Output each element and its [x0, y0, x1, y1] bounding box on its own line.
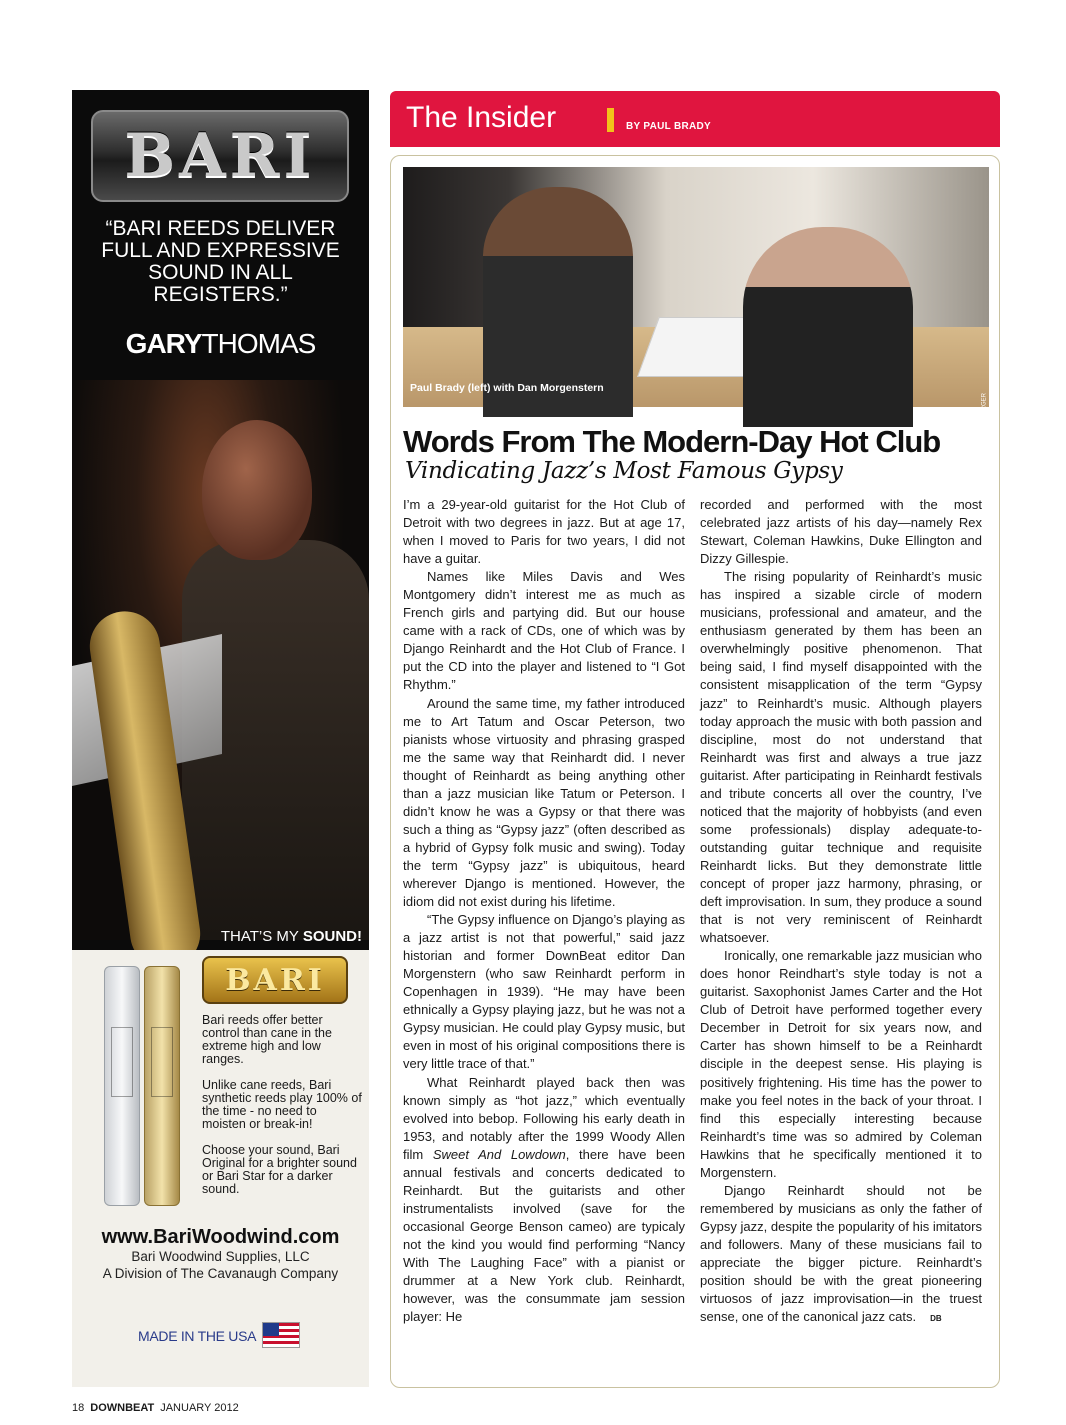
bari-logo — [91, 110, 349, 202]
page-footer — [72, 1402, 239, 1414]
made-in-usa-label: MADE IN THE USA — [138, 1328, 257, 1344]
ad-copy-paragraph: Bari reeds offer better control than cane in the extreme high and low ranges. — [202, 1013, 332, 1066]
film-title: Sweet And Lowdown — [432, 1146, 566, 1162]
article-column-2 — [700, 496, 982, 1328]
bari-advertisement — [72, 90, 369, 1387]
tagline-text: THAT’S MY — [220, 928, 303, 945]
artist-last-name: THOMAS — [201, 328, 316, 359]
paragraph-text: , there have been annual festivals and concerts dedicated to Reinhardt. But the guitarists and other instrumentalists involved (save for the occasional George Benson cameo) are typicaly not the kind you would find performing “Nancy With The Laughing Face” with a pianist or drummer at a New York club. Reinhardt, however, was the consummate jam session player: He — [403, 1146, 685, 1325]
byline: BY PAUL BRADY — [626, 121, 712, 132]
banner-accent-bar — [607, 108, 614, 132]
issue-date: JANUARY 2012 — [160, 1402, 239, 1414]
paragraph-text: Django Reinhardt should not be remembered by musicians as only the father of Gypsy jazz, despite the popularity of his imitators and followers. Many of these musicians fail to appreciate the bigger picture. Reinhardt’s position should be with the great pioneering virtuosos of jazz improvisation—in the truest sense, one of the canonical jazz cats. — [700, 1182, 982, 1325]
ad-quote-line: SOUND IN ALL — [148, 261, 293, 284]
ad-quote-line: FULL AND EXPRESSIVE — [101, 239, 340, 262]
magazine-name: DOWNBEAT — [90, 1402, 155, 1414]
section-banner — [390, 91, 1000, 147]
ad-copy-paragraph: Unlike cane reeds, Bari synthetic reeds play 100% of the time - no need to moisten or break-in! — [202, 1078, 362, 1131]
reed-label — [111, 1027, 133, 1097]
article-column-1 — [403, 496, 685, 1326]
ad-artist-name — [72, 328, 369, 360]
us-flag-icon — [262, 1322, 300, 1348]
photo-credit: ED BERGER — [981, 393, 987, 429]
article-paragraph: Names like Miles Davis and Wes Montgomery didn’t interest me as much as French girls and partying did. But our house came with a rack of CDs, one of which was by Django Reinhardt and the Hot Club of France. I put the CD into the player and listened to “I Got Rhythm.” — [403, 569, 685, 693]
article-headline: Words From The Modern-Day Hot Club — [403, 424, 941, 459]
ad-copy — [202, 1014, 362, 1209]
article-paragraph: “The Gypsy influence on Django’s playing as a jazz artist is not that powerful,” said jazz historian and former DownBeat editor Dan Morgenstern (who saw Reinhardt perform in Copenhagen in 1939). “He may have been ethnically a Gypsy playing jazz, but he was not a Gypsy musician. He could play Gypsy music, but even in most of his original compositions there is very little trace of that.” — [403, 912, 685, 1072]
photo-caption: Paul Brady (left) with Dan Morgenstern — [410, 382, 604, 394]
artist-first-name: GARY — [125, 328, 202, 359]
photo-person-right — [743, 227, 913, 427]
article-paragraph: I’m a 29-year-old guitarist for the Hot Club of Detroit with two degrees in jazz. But at age 17, when I moved to Paris for two years, I did not have a guitar. — [403, 497, 685, 567]
bari-gold-logo-text: BARI — [225, 962, 325, 998]
section-title: The Insider — [406, 101, 557, 134]
ad-website-link[interactable]: www.BariWoodwind.com — [101, 1226, 340, 1248]
bari-gold-logo — [202, 956, 348, 1004]
end-mark: DB — [930, 1314, 942, 1324]
ad-company — [72, 1248, 369, 1282]
tagline-bold: SOUND! — [302, 928, 362, 945]
article-paragraph: The rising popularity of Reinhardt’s music has inspired a sizable circle of modern musicians, professional and amateur, and the enthusiasm generated by them has been an overwhelmingly positive phenomenon. That being said, I find myself disappointed with the consistent misapplication of the term “Gypsy jazz” to Reinhardt’s music. Although players today approach the music with both passion and discipline, most do not understand that Reinhardt was first and always a true jazz guitarist. After participating in Reinhardt festivals and tribute concerts all over the country, I’ve noticed that the majority of hobbyists (and even some professionals) display adequate-to-outstanding guitar technique and requisite Reinhardt licks. But they demonstrate little concept of proper jazz harmony, phrasing, or deft improvisation. In sum, they produce a sound that is not very reminiscent of Reinhardt whatsoever. — [700, 569, 982, 946]
article-paragraph — [700, 1182, 982, 1328]
page-number: 18 — [72, 1402, 85, 1414]
ad-quote-line: REGISTERS.” — [153, 283, 288, 306]
paragraph-text: What Reinhardt played back then was known simply as “hot jazz,” which eventually evolved into bebop. Following his early death in 1953, and notably after the 1999 Woody Allen film — [403, 1074, 685, 1162]
article-photo — [403, 167, 989, 429]
article-paragraph: recorded and performed with the most celebrated jazz artists of his day—namely Rex Stewart, Coleman Hawkins, Duke Ellington and Dizzy Gillespie. — [700, 497, 982, 567]
ad-quote-line: “BARI REEDS DELIVER — [105, 217, 336, 240]
article-deck: Vindicating Jazz’s Most Famous Gypsy — [405, 458, 843, 484]
ad-tagline — [72, 928, 362, 945]
reed-original-image — [104, 966, 140, 1206]
article-paragraph — [403, 1074, 685, 1327]
ad-quote — [92, 218, 349, 306]
company-line: A Division of The Cavanaugh Company — [102, 1266, 339, 1281]
ad-copy-paragraph: Choose your sound, Bari Original for a brighter sound or Bari Star for a darker sound. — [202, 1143, 357, 1196]
saxophonist-head — [202, 420, 312, 560]
reed-star-image — [144, 966, 180, 1206]
article-paragraph: Ironically, one remarkable jazz musician who does honor Reindhart’s style today is not a guitarist. Saxophonist James Carter and the Hot Club of Detroit have performed together every December in Detroit for six years now, and Carter has shown himself to be a Reinhardt disciple in the deepest sense. His playing is positively frightening. His time has the power to make you feel notes in the back of your throat. I find this especially interesting because Reinhardt’s time was so admired by Coleman Hawkins that he specifically mentioned it to Morgenstern. — [700, 948, 982, 1180]
reed-label — [151, 1027, 173, 1097]
bari-logo-text: BARI — [124, 121, 316, 191]
article-paragraph: Around the same time, my father introduced me to Art Tatum and Oscar Peterson, two pianists whose virtuosity and phrasing grasped me the same way that Reinhardt did. I never thought of Reinhardt as being anything other than a jazz musician like Tatum or Peterson. I didn’t know he was a Gypsy or that there was such a thing as “Gypsy jazz” (often described as a hybrid of Gypsy folk music and swing). Today the term “Gypsy jazz” is ubiquitous, heard wherever Django is mentioned. However, the idiom did not exist during his lifetime. — [403, 695, 685, 910]
company-line: Bari Woodwind Supplies, LLC — [131, 1249, 310, 1264]
